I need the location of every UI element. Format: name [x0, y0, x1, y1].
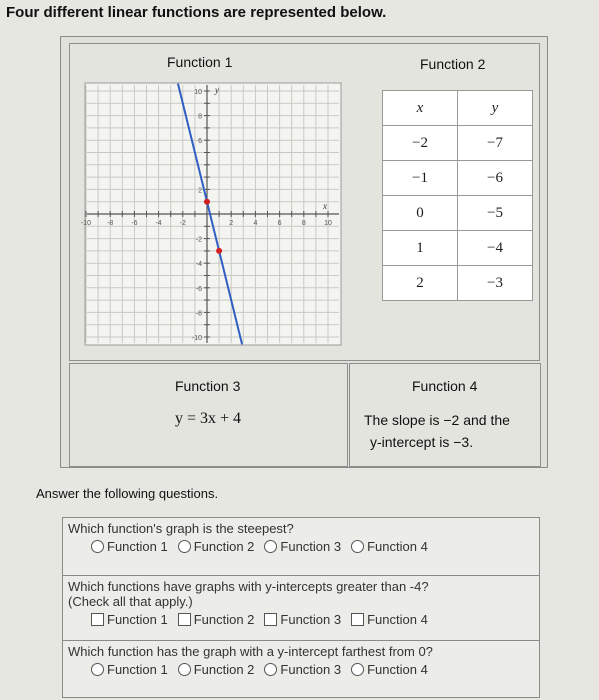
- radio-icon[interactable]: [351, 663, 364, 676]
- radio-icon[interactable]: [264, 540, 277, 553]
- function1-graph: [80, 83, 341, 345]
- y-tick-label: -4: [195, 261, 202, 269]
- table-cell: −3: [458, 266, 533, 301]
- option-label: Function 2: [193, 612, 255, 627]
- option-label: Function 4: [367, 539, 428, 554]
- q2-option-function4[interactable]: [351, 612, 428, 627]
- table-cell: −7: [458, 126, 533, 161]
- q1-option-function3[interactable]: [264, 539, 341, 554]
- q1-option-function4[interactable]: [351, 539, 428, 554]
- option-label: Function 3: [280, 539, 342, 554]
- x-tick-label: -4: [155, 220, 162, 227]
- option-label: Function 4: [367, 612, 428, 627]
- table-cell: −5: [458, 196, 533, 231]
- y-tick-label: -6: [195, 285, 202, 293]
- table-cell: 0: [383, 196, 458, 231]
- option-label: Function 1: [107, 662, 168, 677]
- option-label: Function 3: [280, 612, 342, 627]
- page-title: Four different linear functions are represented below.: [6, 4, 387, 21]
- question-3: [62, 640, 540, 698]
- function2-label: Function 2: [420, 56, 486, 72]
- radio-icon[interactable]: [91, 540, 104, 553]
- y-tick-label: -2: [195, 236, 202, 244]
- table-header-y: y: [458, 91, 533, 126]
- instructions: Answer the following questions.: [36, 486, 219, 501]
- y-tick-label: 2: [198, 187, 202, 195]
- q2-option-function2[interactable]: [178, 612, 255, 627]
- graph-point: [216, 248, 222, 254]
- option-label: Function 2: [193, 662, 255, 677]
- graph-point: [204, 199, 210, 205]
- question-2-subtext: (Check all that apply.): [68, 594, 193, 609]
- radio-icon[interactable]: [91, 663, 104, 676]
- question-1-text: Which function's graph is the steepest?: [68, 521, 294, 536]
- y-tick-label: 6: [198, 138, 202, 146]
- question-3-text: Which function has the graph with a y-intercept farthest from 0?: [68, 644, 433, 659]
- option-label: Function 1: [107, 612, 168, 627]
- checkbox-icon[interactable]: [264, 613, 277, 626]
- radio-icon[interactable]: [178, 663, 191, 676]
- function4-label: Function 4: [412, 378, 478, 394]
- checkbox-icon[interactable]: [91, 613, 104, 626]
- question-2: [62, 575, 540, 641]
- x-tick-label: -6: [131, 220, 138, 227]
- question-2-text: Which functions have graphs with y-intercepts greater than -4?: [68, 579, 429, 594]
- x-tick-label: -2: [179, 220, 186, 227]
- x-tick-label: 2: [229, 220, 234, 227]
- question-1: [62, 517, 540, 577]
- y-axis-label: y: [215, 85, 219, 95]
- table-cell: −6: [458, 161, 533, 196]
- option-label: Function 2: [193, 539, 255, 554]
- function4-line1: The slope is −2 and the: [364, 412, 510, 428]
- function3-equation: y = 3x + 4: [175, 410, 242, 427]
- table-row: [383, 161, 533, 196]
- radio-icon[interactable]: [178, 540, 191, 553]
- option-label: Function 1: [107, 539, 168, 554]
- q2-option-function3[interactable]: [264, 612, 341, 627]
- y-tick-label: 10: [194, 89, 202, 96]
- y-tick-label: 8: [198, 113, 202, 121]
- table-cell: −4: [458, 231, 533, 266]
- option-label: Function 4: [367, 662, 428, 677]
- q1-option-function1[interactable]: [91, 539, 168, 554]
- radio-icon[interactable]: [351, 540, 364, 553]
- y-tick-label: -10: [191, 335, 202, 342]
- table-row: [383, 126, 533, 161]
- table-cell: 1: [383, 231, 458, 266]
- option-label: Function 3: [280, 662, 342, 677]
- x-tick-label: 6: [277, 220, 282, 227]
- q3-option-function3[interactable]: [264, 662, 341, 677]
- x-axis-label: x: [323, 201, 327, 211]
- table-row: [383, 196, 533, 231]
- y-tick-label: -8: [195, 310, 202, 318]
- function3-label: Function 3: [175, 378, 241, 394]
- x-tick-label: -8: [107, 220, 114, 227]
- table-row: [383, 266, 533, 301]
- function4-line2: y-intercept is −3.: [370, 434, 474, 450]
- function2-table: [382, 90, 533, 301]
- q3-option-function4[interactable]: [351, 662, 428, 677]
- x-tick-label: 8: [301, 220, 306, 227]
- radio-icon[interactable]: [264, 663, 277, 676]
- q2-option-function1[interactable]: [91, 612, 168, 627]
- table-cell: −2: [383, 126, 458, 161]
- checkbox-icon[interactable]: [178, 613, 191, 626]
- q3-option-function1[interactable]: [91, 662, 168, 677]
- table-cell: −1: [383, 161, 458, 196]
- table-row: [383, 231, 533, 266]
- x-tick-label: -10: [80, 220, 92, 227]
- table-cell: 2: [383, 266, 458, 301]
- q3-option-function2[interactable]: [178, 662, 255, 677]
- x-tick-label: 10: [324, 220, 332, 227]
- checkbox-icon[interactable]: [351, 613, 364, 626]
- table-header-x: x: [383, 91, 458, 126]
- q1-option-function2[interactable]: [178, 539, 255, 554]
- x-tick-label: 4: [253, 220, 258, 227]
- function1-label: Function 1: [167, 54, 233, 70]
